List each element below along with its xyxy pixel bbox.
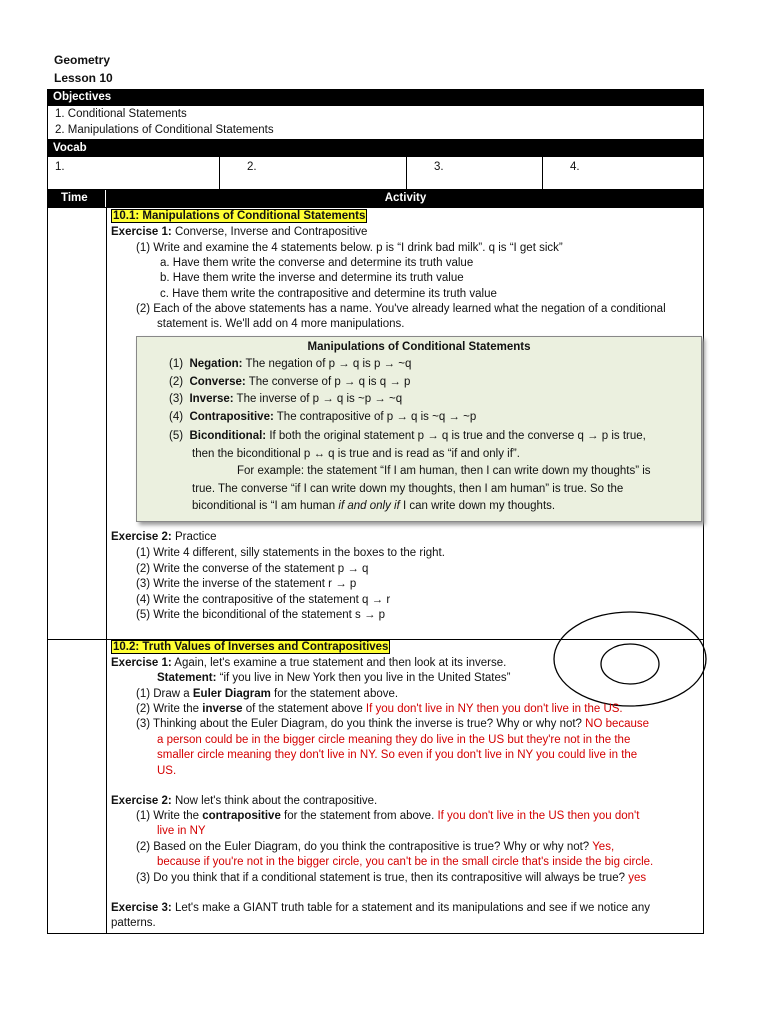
list-item: (2) Based on the Euler Diagram, do you think the contrapositive is true? Why or why not? Yes, — [136, 841, 615, 853]
objective-item: 2. Manipulations of Conditional Statements — [55, 124, 274, 136]
list-item: (2) Write the converse of the statement p → q — [136, 563, 369, 575]
list-item: (5) Write the biconditional of the statement s → p — [136, 609, 386, 621]
vocab-cell-3: 3. — [434, 161, 444, 173]
list-item: (2) Each of the above statements has a name. You've already learned what the negation of a conditional — [136, 303, 666, 315]
definition-item: (5) Biconditional: If both the original statement p → q is true and the converse q → p is true, — [169, 430, 646, 442]
definitions-box — [136, 336, 702, 522]
outer-circle — [554, 612, 706, 706]
exercise-3-line-cont: patterns. — [111, 917, 156, 929]
objectives-box — [47, 105, 704, 140]
definition-item: (1) Negation: The negation of p → q is p → ~q — [169, 358, 412, 370]
list-item: (1) Write 4 different, silly statements in the boxes to the right. — [136, 547, 445, 559]
list-item: (1) Write the contrapositive for the statement from above. If you don't live in the US then you don't — [136, 810, 640, 822]
vocab-row — [47, 156, 704, 190]
exercise-1-line: Exercise 1: Converse, Inverse and Contrapositive — [111, 226, 368, 238]
objectives-header: Objectives — [47, 89, 704, 105]
exercise-2-line: Exercise 2: Practice — [111, 531, 217, 543]
list-item: (1) Draw a Euler Diagram for the statement above. — [136, 688, 399, 700]
vocab-header: Vocab — [47, 140, 704, 156]
list-item: (4) Write the contrapositive of the statement q → r — [136, 594, 391, 606]
exercise-3-line: Exercise 3: Let's make a GIANT truth table for a statement and its manipulations and see if we notice any — [111, 902, 650, 914]
definition-item: (3) Inverse: The inverse of p → q is ~p → ~q — [169, 393, 403, 405]
time-heading: Time — [61, 192, 88, 204]
inner-circle — [601, 644, 659, 684]
time-activity-header — [47, 190, 704, 207]
answer-text: smaller circle meaning they don't live in NY. So even if you don't live in NY you could live in the — [157, 749, 638, 761]
list-item: (2) Write the inverse of the statement above If you don't live in NY then you don't live in the US. — [136, 703, 623, 715]
list-item: (1) Write and examine the 4 statements below. p is “I drink bad milk”. q is “I get sick” — [136, 242, 563, 254]
euler-diagram — [550, 608, 710, 712]
exercise-1-line: Exercise 1: Again, let's examine a true statement and then look at its inverse. — [111, 657, 507, 669]
definition-text: then the biconditional p ↔ q is true and is read as “if and only if”. — [192, 448, 520, 460]
definition-text: true. The converse “if I can write down my thoughts, then I am human” is true. So the — [192, 483, 624, 495]
definition-text: For example: the statement “If I am human, then I can write down my thoughts” is — [237, 465, 651, 477]
section-1-title: 10.1: Manipulations of Conditional Statements — [113, 210, 366, 222]
definition-item: (2) Converse: The converse of p → q is q → p — [169, 376, 411, 388]
definition-item: (4) Contrapositive: The contrapositive of p → q is ~q → ~p — [169, 411, 477, 423]
list-item: b. Have them write the inverse and determine its truth value — [160, 272, 464, 284]
answer-text: because if you're not in the bigger circle, you can't be in the small circle that's inside the big circle. — [157, 856, 654, 868]
list-item: statement is. We'll add on 4 more manipulations. — [157, 318, 405, 330]
answer-text: live in NY — [157, 825, 206, 837]
list-item: c. Have them write the contrapositive and determine its truth value — [160, 288, 497, 300]
statement-line: Statement: “if you live in New York then you live in the United States” — [157, 672, 511, 684]
answer-text: a person could be in the bigger circle meaning they do live in the US but they're not in the the — [157, 734, 631, 746]
definition-text: biconditional is “I am human if and only if I can write down my thoughts. — [192, 500, 556, 512]
list-item: (3) Thinking about the Euler Diagram, do you think the inverse is true? Why or why not? NO because — [136, 718, 650, 730]
vocab-cell-4: 4. — [570, 161, 580, 173]
list-item: a. Have them write the converse and determine its truth value — [160, 257, 474, 269]
lesson-title: Lesson 10 — [54, 71, 113, 85]
subject-title: Geometry — [54, 53, 111, 67]
list-item: (3) Write the inverse of the statement r → p — [136, 578, 357, 590]
activity-heading: Activity — [384, 192, 427, 204]
vocab-cell-2: 2. — [247, 161, 257, 173]
exercise-2-line: Exercise 2: Now let's think about the contrapositive. — [111, 795, 378, 807]
answer-text: US. — [157, 765, 177, 777]
objective-item: 1. Conditional Statements — [55, 108, 187, 120]
definitions-title: Manipulations of Conditional Statements — [307, 341, 531, 353]
section-2-title: 10.2: Truth Values of Inverses and Contrapositives — [113, 641, 389, 653]
vocab-cell-1: 1. — [55, 161, 65, 173]
list-item: (3) Do you think that if a conditional statement is true, then its contrapositive will always be true? yes — [136, 872, 647, 884]
